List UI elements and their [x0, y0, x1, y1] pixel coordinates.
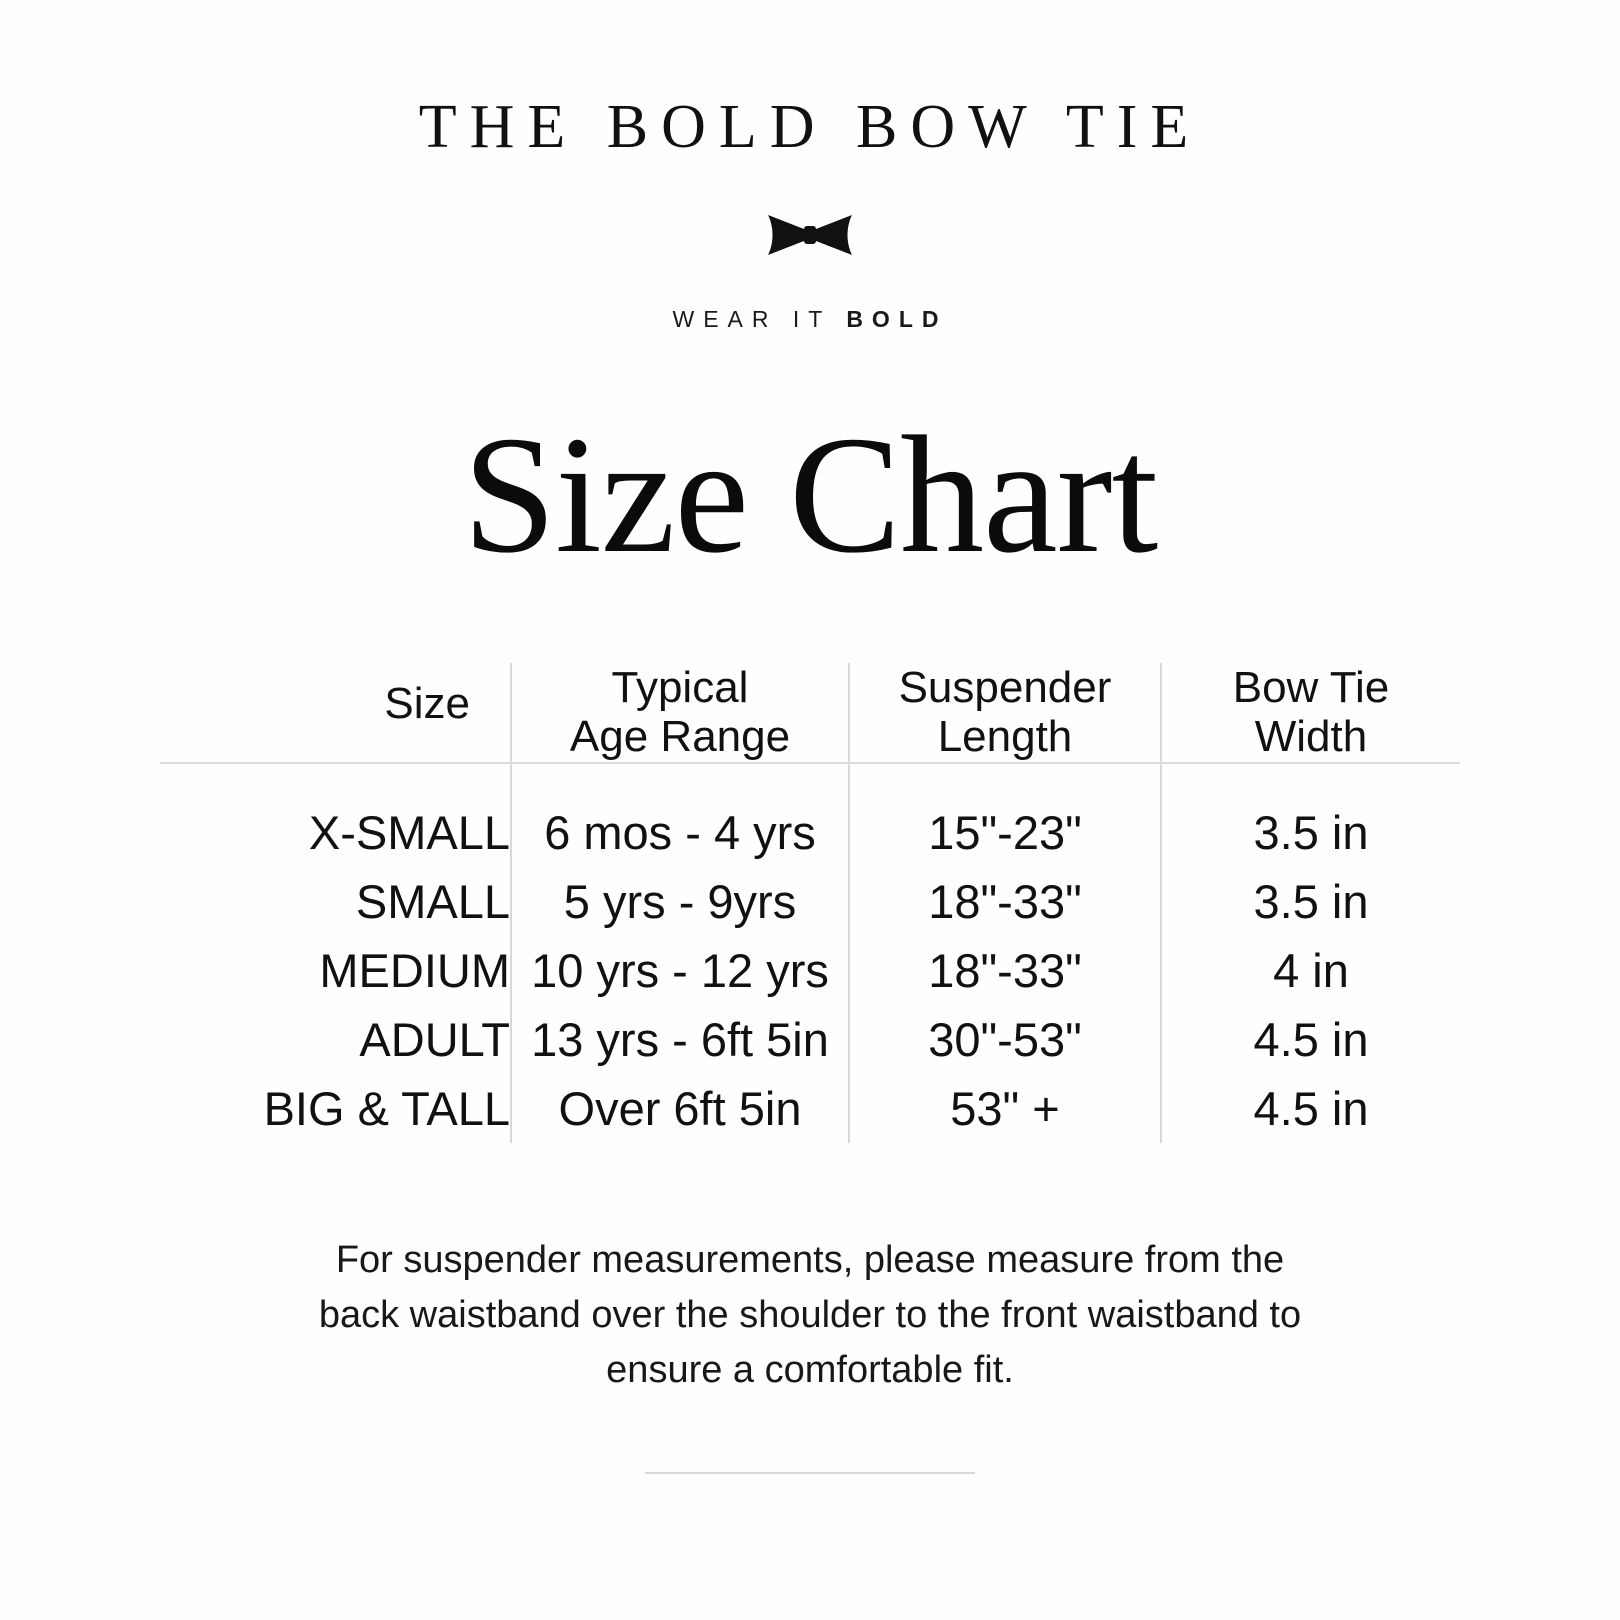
column-header-age-line1: Typical — [611, 663, 749, 712]
column-header-width-line1: Bow Tie — [1232, 663, 1390, 712]
bottom-divider — [645, 1472, 975, 1474]
cell-suspender: 18"-33" — [849, 936, 1161, 1005]
table-row — [160, 1074, 1460, 1143]
spacer-cell — [1161, 763, 1460, 798]
cell-age: 10 yrs - 12 yrs — [511, 936, 849, 1005]
tagline — [673, 306, 948, 333]
table-body — [160, 798, 1460, 1143]
cell-suspender: 30"-53" — [849, 1005, 1161, 1074]
spacer-cell — [849, 763, 1161, 798]
cell-width: 3.5 in — [1161, 798, 1460, 867]
cell-age: 6 mos - 4 yrs — [511, 798, 849, 867]
column-header-age-line2: Age Range — [569, 712, 791, 762]
column-header-width-line2: Width — [1254, 712, 1368, 762]
table-row — [160, 867, 1460, 936]
bowtie-icon — [764, 207, 856, 268]
column-header-width — [1161, 663, 1460, 762]
cell-size: BIG & TALL — [263, 1081, 510, 1135]
column-header-age — [511, 663, 849, 762]
column-header-size — [160, 663, 511, 762]
table-row — [160, 1005, 1460, 1074]
cell-suspender: 15"-23" — [849, 798, 1161, 867]
header-spacer — [160, 763, 1460, 798]
cell-width: 4.5 in — [1161, 1005, 1460, 1074]
size-table — [160, 663, 1460, 1143]
cell-age: 13 yrs - 6ft 5in — [511, 1005, 849, 1074]
column-header-size-line1: Size — [384, 678, 470, 728]
cell-suspender: 53" + — [849, 1074, 1161, 1143]
column-header-suspender-line2: Length — [937, 712, 1073, 762]
spacer-cell — [160, 763, 511, 798]
cell-age: Over 6ft 5in — [511, 1074, 849, 1143]
cell-size: MEDIUM — [319, 943, 510, 997]
cell-width: 4.5 in — [1161, 1074, 1460, 1143]
cell-age: 5 yrs - 9yrs — [511, 867, 849, 936]
table-row — [160, 798, 1460, 867]
column-header-suspender — [849, 663, 1161, 762]
table-head — [160, 663, 1460, 798]
size-table-container — [160, 663, 1460, 1143]
brand-title: THE BOLD BOW TIE — [418, 93, 1202, 161]
cell-size: SMALL — [355, 874, 510, 928]
table-row — [160, 936, 1460, 1005]
cell-size: X-SMALL — [308, 805, 510, 859]
spacer-cell — [511, 763, 849, 798]
measurement-note: For suspender measurements, please measure from the back waistband over the shoulder to the front waistband to ensure a comfortable fit. — [318, 1238, 1302, 1391]
cell-suspender: 18"-33" — [849, 867, 1161, 936]
cell-width: 4 in — [1161, 936, 1460, 1005]
table-header-row — [160, 663, 1460, 762]
cell-width: 3.5 in — [1161, 867, 1460, 936]
tagline-prefix: WEAR IT — [672, 306, 847, 332]
column-header-suspender-line1: Suspender — [898, 663, 1112, 712]
tagline-bold: BOLD — [846, 306, 948, 332]
cell-size: ADULT — [359, 1012, 510, 1066]
page-title: Size Chart — [462, 402, 1158, 588]
